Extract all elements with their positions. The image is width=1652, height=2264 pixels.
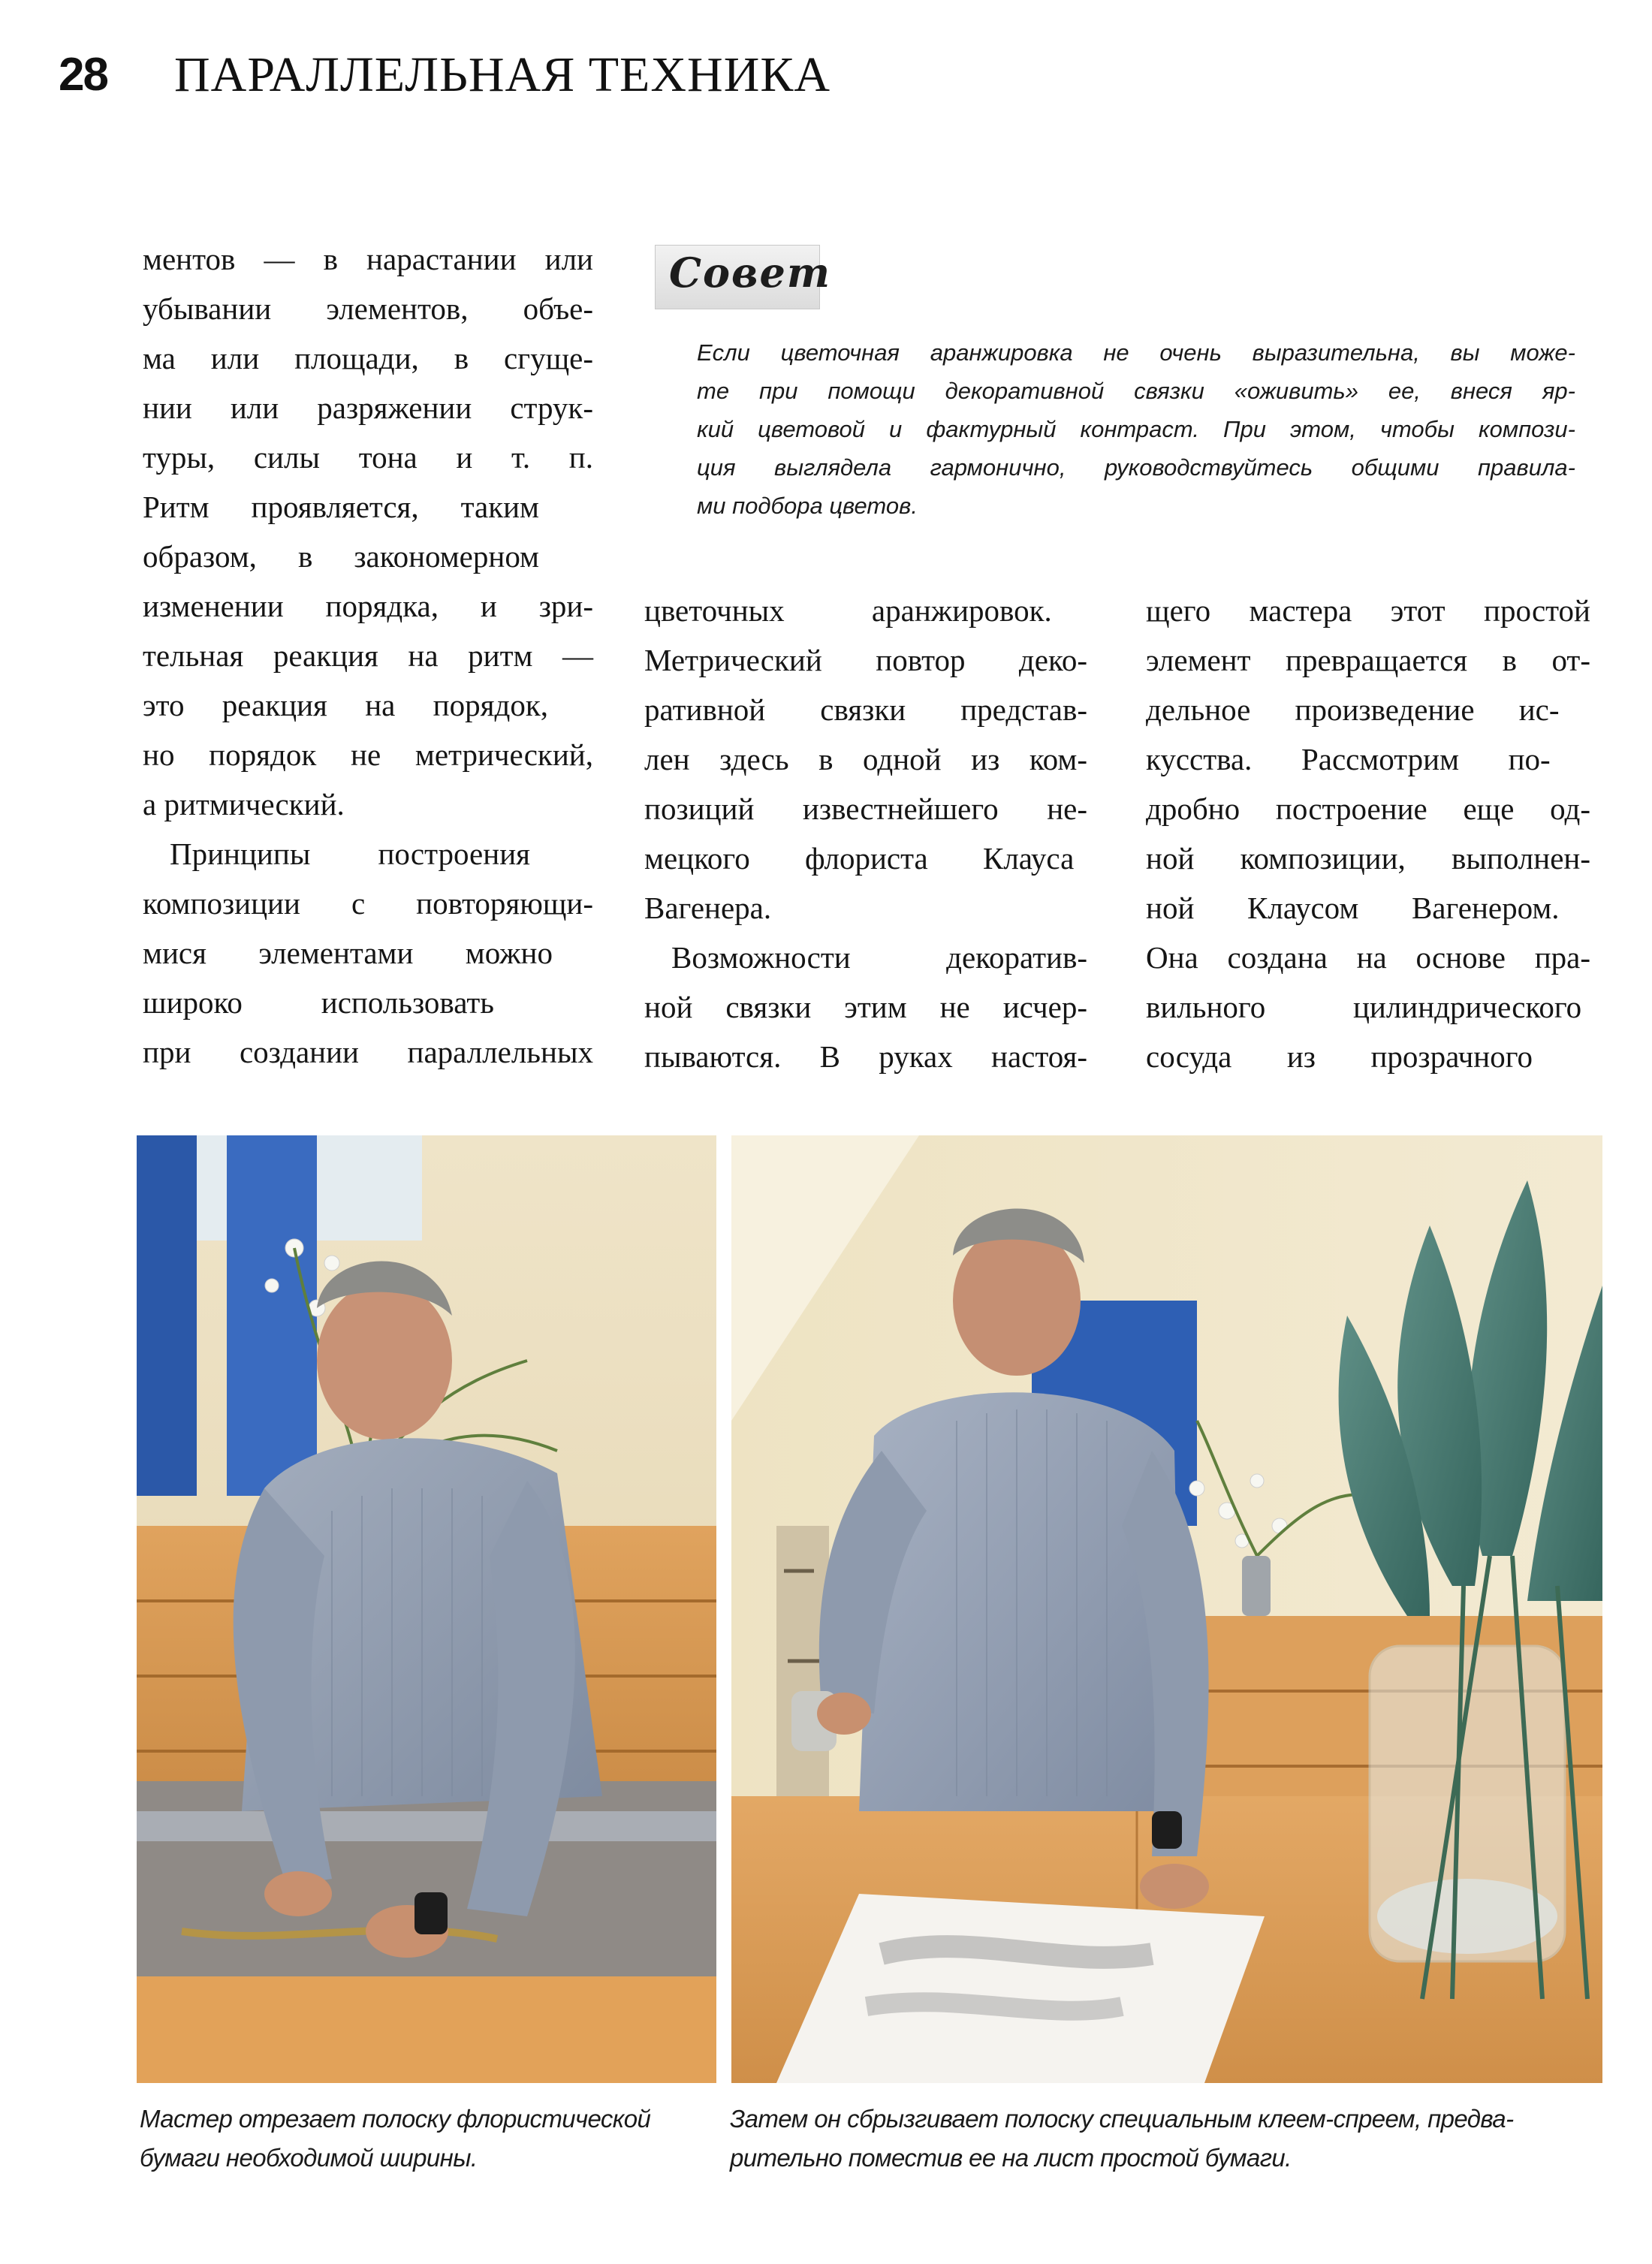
text-line: композиции с повторяющи- xyxy=(143,886,593,921)
caption-left xyxy=(140,2100,650,2178)
text-line: ма или площади, в сгуще- xyxy=(143,341,593,375)
text-line: мецкого флориста Клауса xyxy=(644,841,1075,876)
text-line: ной связки этим не исчер- xyxy=(644,990,1087,1024)
text-line: Принципы построения xyxy=(170,837,530,871)
tip-line: ция выглядела гармонично, руководствуйтесь общими правила- xyxy=(697,454,1575,481)
text-line: при создании параллельных xyxy=(143,1035,593,1069)
text-line: образом, в закономерном xyxy=(143,539,539,574)
text-line: вильного цилиндрического xyxy=(1146,990,1582,1024)
text-line: ной Клаусом Вагенером. xyxy=(1146,891,1560,925)
tip-line: те при помощи декоративной связки «оживить» ее, внеся яр- xyxy=(697,378,1575,404)
paragraph xyxy=(143,829,593,1077)
text-line: дробно построение еще од- xyxy=(1146,791,1590,826)
caption-line: Затем он сбрызгивает полоску специальным клеем-спреем, предва- xyxy=(730,2105,1514,2133)
caption-line: бумаги необходимой ширины. xyxy=(140,2144,478,2172)
text-line: Возможности декоратив- xyxy=(671,940,1087,975)
text-line: Ритм проявляется, таким xyxy=(143,490,539,524)
text-line: пываются. В руках настоя- xyxy=(644,1039,1087,1074)
text-line: щего мастера этот простой xyxy=(1146,593,1590,628)
text-line: Вагенера. xyxy=(644,891,772,925)
text-column-1 xyxy=(143,234,593,1077)
tip-label: Совет xyxy=(669,249,831,297)
text-line: ративной связки представ- xyxy=(644,692,1087,727)
photo-florist-spraying-glue xyxy=(731,1135,1602,2083)
caption-right xyxy=(730,2100,1513,2178)
tip-line: кий цветовой и фактурный контраст. При этом, чтобы компози- xyxy=(697,416,1575,442)
page-title: ПАРАЛЛЕЛЬНАЯ ТЕХНИКА xyxy=(174,47,831,102)
caption-line: рительно поместив ее на лист простой бумаги. xyxy=(730,2144,1292,2172)
tip-text xyxy=(697,333,1575,525)
text-line: позиций известнейшего не- xyxy=(644,791,1087,826)
text-line: ной композиции, выполнен- xyxy=(1146,841,1590,876)
text-line: лен здесь в одной из ком- xyxy=(644,742,1087,776)
photo-florist-cutting-paper xyxy=(137,1135,716,2083)
text-line: ментов — в нарастании или xyxy=(143,242,593,276)
paragraph xyxy=(143,234,593,829)
tip-line: Если цветочная аранжировка не очень выразительна, вы може- xyxy=(697,339,1575,366)
paragraph xyxy=(644,586,1087,933)
page-number: 28 xyxy=(59,49,107,101)
text-line: элемент превращается в от- xyxy=(1146,643,1590,677)
text-line: Метрический повтор деко- xyxy=(644,643,1087,677)
text-line: сосуда из прозрачного xyxy=(1146,1039,1533,1074)
text-line: убывании элементов, объе- xyxy=(143,291,593,326)
text-line: кусства. Рассмотрим по- xyxy=(1146,742,1551,776)
text-line: это реакция на порядок, xyxy=(143,688,548,722)
text-line: мися элементами можно xyxy=(143,936,553,970)
text-line: Она создана на основе пра- xyxy=(1146,940,1590,975)
text-line: дельное произведение ис- xyxy=(1146,692,1560,727)
text-line: цветочных аранжировок. xyxy=(644,593,1052,628)
text-line: но порядок не метрический, xyxy=(143,737,593,772)
text-line: туры, силы тона и т. п. xyxy=(143,440,593,475)
text-line: широко использовать xyxy=(143,985,494,1020)
tip-line: ми подбора цветов. xyxy=(697,493,918,519)
photo-left-illustration xyxy=(137,1135,716,2083)
tip-label-badge xyxy=(655,245,831,309)
text-line: тельная реакция на ритм — xyxy=(143,638,593,673)
text-line: а ритмический. xyxy=(143,787,345,821)
text-line: изменении порядка, и зри- xyxy=(143,589,593,623)
paragraph xyxy=(644,933,1087,1081)
text-column-3 xyxy=(1146,586,1590,1081)
text-line: нии или разряжении струк- xyxy=(143,390,593,425)
text-column-2 xyxy=(644,586,1087,1081)
paragraph xyxy=(1146,586,1590,1081)
photo-right-illustration xyxy=(731,1135,1602,2083)
caption-line: Мастер отрезает полоску флористической xyxy=(140,2105,651,2133)
